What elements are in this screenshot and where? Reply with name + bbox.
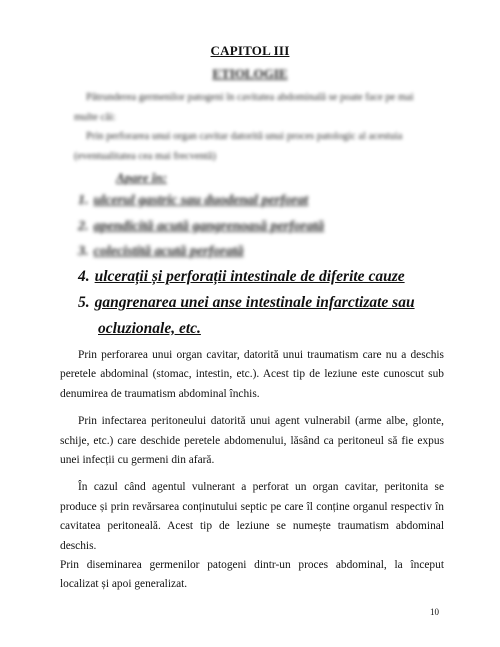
list-item [78, 244, 244, 260]
list-item-text: ulcerul gastric sau duodenal perforat [93, 193, 309, 208]
body-paragraph: În cazul când agentul vulnerant a perforat un organ cavitar, peritonita se produce și prin revărsarea conținutului septic pe care îl conține organul respectiv în cavitatea peritoneală. Acest tip de leziune se numește traumatism abdominal deschis. [60, 481, 444, 552]
section-subtitle: ETIOLOGIE [212, 66, 288, 81]
list-item-number: 3. [78, 244, 89, 259]
intro-paragraph: Prin perforarea unui organ cavitar datorită unui proces patologic al acestuia (eventualitatea cea mai frecventă) [74, 131, 403, 162]
list-item [78, 268, 405, 286]
list-item-number: 5. [78, 294, 90, 311]
body-paragraph: Prin perforarea unui organ cavitar, datorită unui traumatism care nu a deschis peretele abdominal (stomac, intestin, etc.). Acest tip de leziune este cunoscut sub denumirea de traumatism abdominal închis. [60, 349, 444, 400]
body-paragraph: Prin diseminarea germenilor patogeni dintr-un proces abdominal, la început localizat și apoi generalizat. [60, 559, 444, 591]
list-item-text: apendicită acută gangrenoasă perforată [93, 219, 325, 234]
list-item-number: 4. [78, 268, 90, 285]
chapter-heading: CAPITOL III [210, 43, 290, 58]
body-paragraph: Prin infectarea peritoneului datorită unui agent vulnerabil (arme albe, glonte, schije, etc.) care deschide peretele abdomenului, lăsând ca peritoneul să fie expus unei infecții cu germeni din afară. [60, 415, 444, 467]
list-item-number: 2. [78, 219, 89, 234]
page-number: 10 [430, 607, 439, 617]
list-item [78, 193, 308, 209]
list-item-number: 1. [78, 193, 89, 208]
list-item-text: ulcerații și perforații intestinale de diferite cauze [94, 268, 405, 285]
causes-heading: Apare în: [116, 170, 167, 185]
list-item-text: gangrenarea unei anse intestinale infarctizate sau [94, 294, 415, 311]
list-item [78, 294, 415, 312]
intro-paragraph: Pătrunderea germenilor patogeni în cavitatea abdominală se poate face pe mai multe căi: [74, 92, 414, 123]
list-item-text: ocluzionale, etc. [98, 320, 201, 337]
list-item-continuation [98, 320, 201, 338]
list-item-text: colecistită acută perforată [93, 244, 244, 259]
body-text [60, 346, 444, 603]
list-item [78, 219, 324, 235]
